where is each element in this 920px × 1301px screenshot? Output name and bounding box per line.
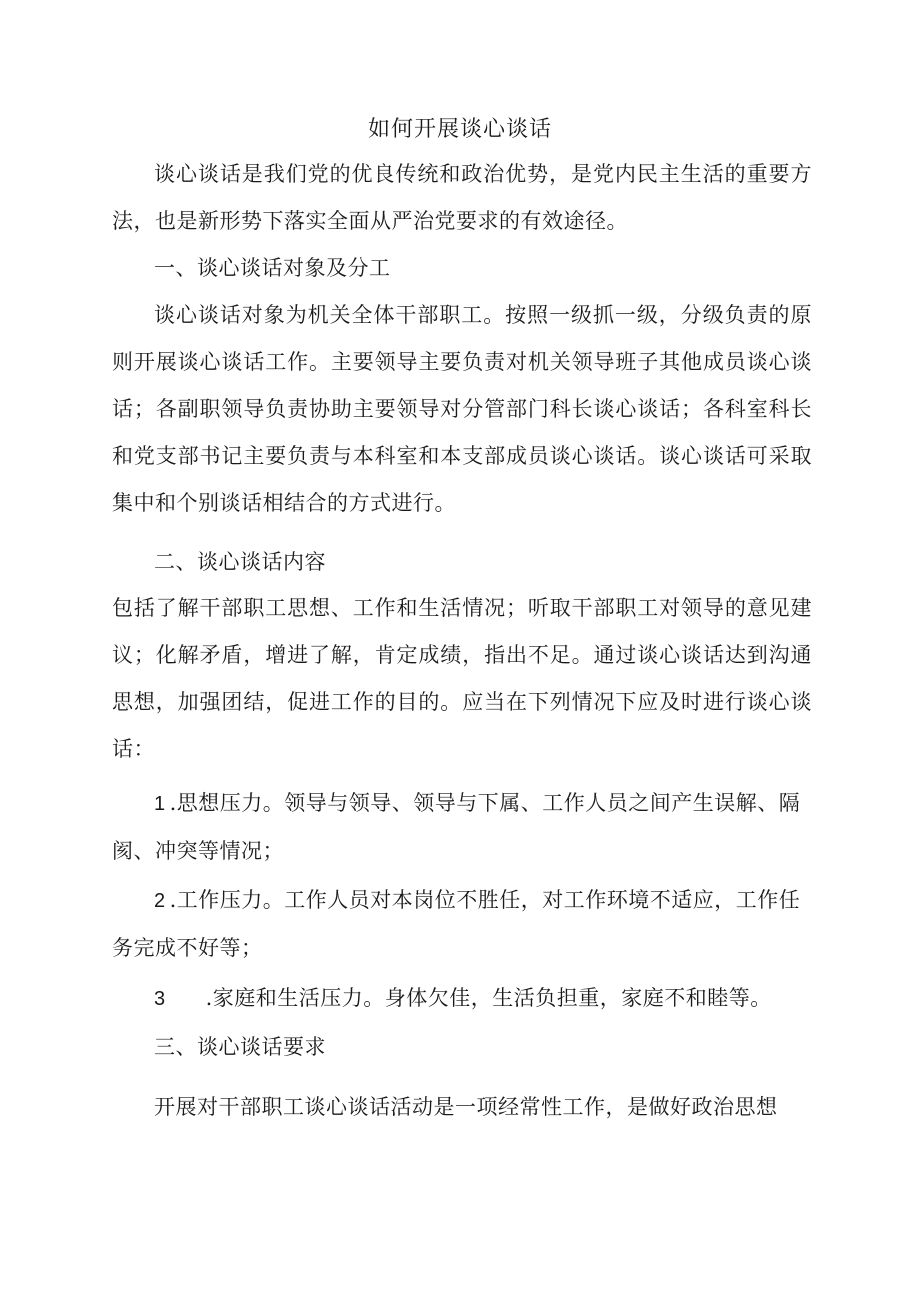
list-item <box>112 975 812 1023</box>
list-item-number: 2 <box>154 890 166 912</box>
list-item-number: 1 <box>154 793 166 815</box>
page-title: 如何开展谈心谈话 <box>367 117 552 142</box>
intro-paragraph: 谈心谈话是我们党的优良传统和政治优势，是党内民主生活的重要方法，也是新形势下落实全面从严治党要求的有效途径。 <box>112 162 812 233</box>
list-item-text: .家庭和生活压力。身体欠佳，生活负担重，家庭不和睦等。 <box>205 986 772 1010</box>
list-item-text: .工作压力。工作人员对本岗位不胜任，对工作环境不适应，工作任务完成不好等； <box>112 888 801 960</box>
section3-body: 开展对干部职工谈心谈话活动是一项经常性工作，是做好政治思想 <box>154 1095 778 1119</box>
list-item-number: 3 <box>154 988 166 1010</box>
list-item-text: .思想压力。领导与领导、领导与下属、工作人员之间产生误解、隔阂、冲突等情况； <box>112 791 801 863</box>
section2-body: 包括了解干部职工思想、工作和生活情况；听取干部职工对领导的意见建议；化解矛盾，增进了解，肯定成绩，指出不足。通过谈心谈话达到沟通思想，加强团结，促进工作的目的。应当在下列情况下应及时进行谈心谈话： <box>112 596 812 761</box>
section1-body: 谈心谈话对象为机关全体干部职工。按照一级抓一级，分级负责的原则开展谈心谈话工作。主要领导主要负责对机关领导班子其他成员谈心谈话；各副职领导负责协助主要领导对分管部门科长谈心谈话；各科室科长和党支部书记主要负责与本科室和本支部成员谈心谈话。谈心谈话可采取集中和个别谈话相结合的方式进行。 <box>112 303 812 515</box>
list-item <box>112 780 812 875</box>
section3-heading: 三、谈心谈话要求 <box>154 1035 326 1059</box>
section1-heading: 一、谈心谈话对象及分工 <box>154 256 391 280</box>
list-item <box>112 877 812 972</box>
section2-heading: 二、谈心谈话内容 <box>154 550 326 574</box>
